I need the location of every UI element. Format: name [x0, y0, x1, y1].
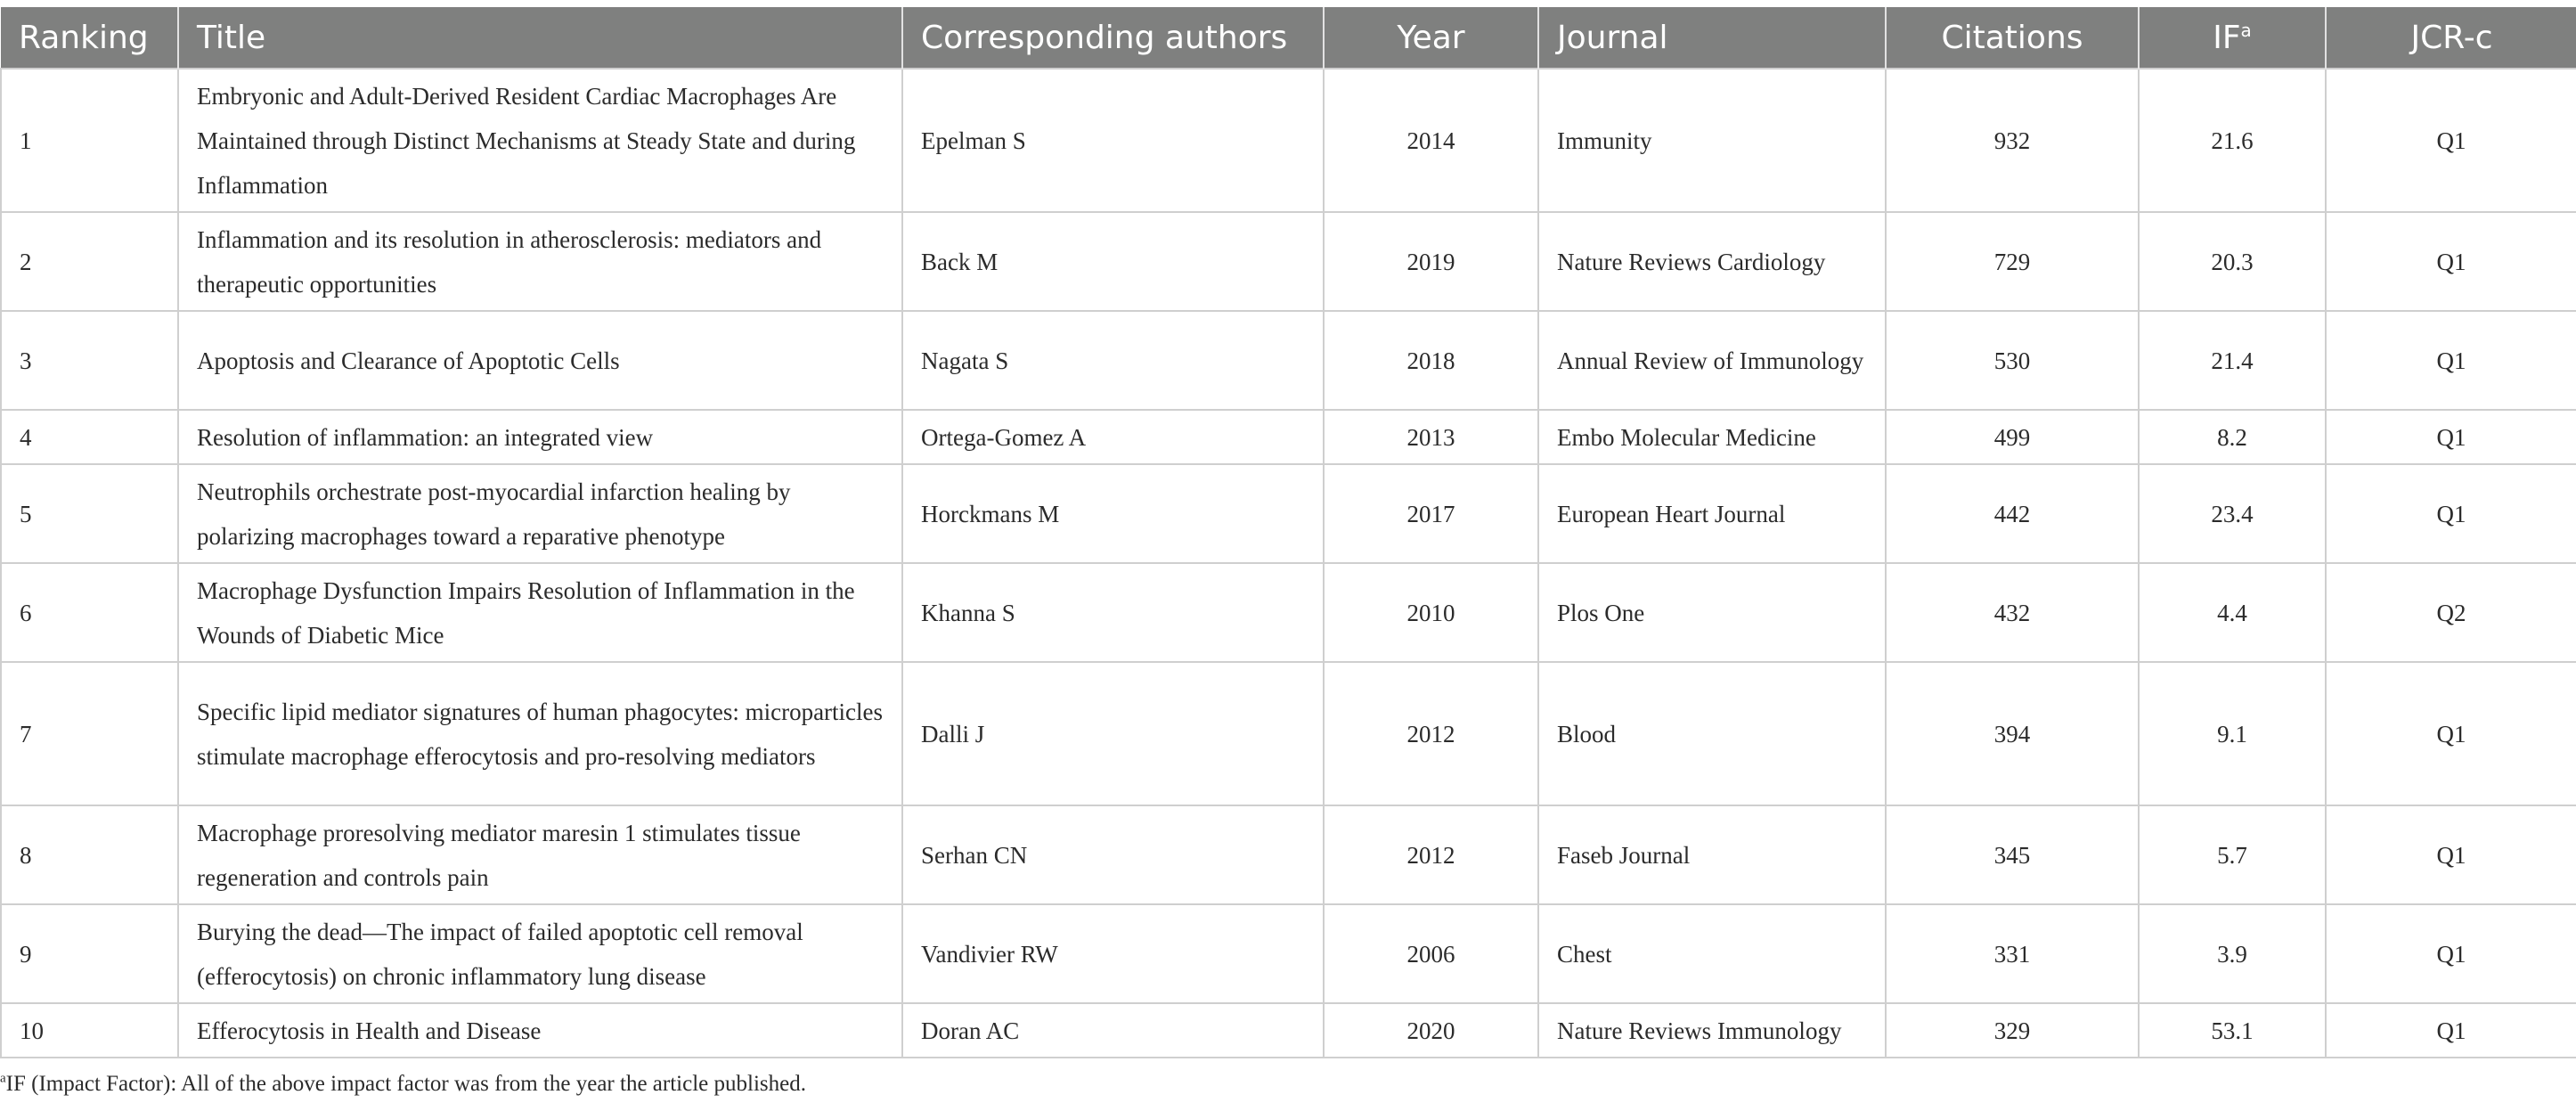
cell-jcr: Q2 — [2326, 563, 2576, 662]
cell-if: 20.3 — [2139, 212, 2326, 311]
cell-title: Embryonic and Adult-Derived Resident Cardiac Macrophages Are Maintained through Distinct Mechanisms at Steady State and during Inflammation — [178, 69, 902, 212]
footnote-text: IF (Impact Factor): All of the above impact factor was from the year the article published. — [5, 1072, 806, 1096]
header-jcr: JCR-c — [2326, 7, 2576, 69]
cell-author: Doran AC — [902, 1003, 1324, 1058]
cell-jcr: Q1 — [2326, 805, 2576, 904]
table-row — [1, 805, 2576, 904]
cell-jcr: Q1 — [2326, 69, 2576, 212]
table-row — [1, 212, 2576, 311]
cell-year: 2006 — [1324, 904, 1538, 1003]
cell-jcr: Q1 — [2326, 662, 2576, 805]
cell-citations: 331 — [1886, 904, 2139, 1003]
top-cited-articles-table — [0, 7, 2576, 1058]
cell-author: Horckmans M — [902, 464, 1324, 563]
cell-author: Epelman S — [902, 69, 1324, 212]
cell-title: Resolution of inflammation: an integrated view — [178, 410, 902, 464]
cell-title: Neutrophils orchestrate post-myocardial infarction healing by polarizing macrophages toward a reparative phenotype — [178, 464, 902, 563]
cell-year: 2020 — [1324, 1003, 1538, 1058]
cell-journal: Nature Reviews Cardiology — [1538, 212, 1886, 311]
header-ranking: Ranking — [1, 7, 178, 69]
table-row — [1, 311, 2576, 410]
table-footnote — [0, 1072, 806, 1097]
cell-author: Nagata S — [902, 311, 1324, 410]
cell-citations: 394 — [1886, 662, 2139, 805]
table-row — [1, 410, 2576, 464]
cell-jcr: Q1 — [2326, 464, 2576, 563]
cell-author: Dalli J — [902, 662, 1324, 805]
cell-jcr: Q1 — [2326, 212, 2576, 311]
cell-author: Serhan CN — [902, 805, 1324, 904]
table-row — [1, 662, 2576, 805]
cell-rank: 6 — [1, 563, 178, 662]
header-title: Title — [178, 7, 902, 69]
cell-journal: Nature Reviews Immunology — [1538, 1003, 1886, 1058]
cell-rank: 4 — [1, 410, 178, 464]
table-row — [1, 904, 2576, 1003]
table-header — [1, 7, 2576, 69]
cell-author: Khanna S — [902, 563, 1324, 662]
cell-year: 2010 — [1324, 563, 1538, 662]
table-row — [1, 1003, 2576, 1058]
cell-year: 2017 — [1324, 464, 1538, 563]
cell-if: 21.6 — [2139, 69, 2326, 212]
cell-journal: Immunity — [1538, 69, 1886, 212]
header-citations: Citations — [1886, 7, 2139, 69]
cell-if: 4.4 — [2139, 563, 2326, 662]
header-row — [1, 7, 2576, 69]
table-row — [1, 69, 2576, 212]
footnote-marker: a — [0, 1071, 6, 1086]
cell-if: 5.7 — [2139, 805, 2326, 904]
cell-author: Back M — [902, 212, 1324, 311]
cell-citations: 729 — [1886, 212, 2139, 311]
cell-if: 9.1 — [2139, 662, 2326, 805]
cell-title: Inflammation and its resolution in atherosclerosis: mediators and therapeutic opportunities — [178, 212, 902, 311]
cell-journal: Faseb Journal — [1538, 805, 1886, 904]
cell-journal: Plos One — [1538, 563, 1886, 662]
cell-rank: 8 — [1, 805, 178, 904]
cell-rank: 9 — [1, 904, 178, 1003]
cell-if: 21.4 — [2139, 311, 2326, 410]
header-if-label: IF — [2213, 19, 2241, 56]
header-year: Year — [1324, 7, 1538, 69]
header-if-marker: a — [2240, 19, 2252, 41]
cell-journal: Embo Molecular Medicine — [1538, 410, 1886, 464]
cell-citations: 442 — [1886, 464, 2139, 563]
cell-citations: 932 — [1886, 69, 2139, 212]
cell-title: Efferocytosis in Health and Disease — [178, 1003, 902, 1058]
cell-rank: 3 — [1, 311, 178, 410]
cell-title: Macrophage proresolving mediator maresin 1 stimulates tissue regeneration and controls pain — [178, 805, 902, 904]
cell-jcr: Q1 — [2326, 904, 2576, 1003]
header-if — [2139, 7, 2326, 69]
cell-journal: Chest — [1538, 904, 1886, 1003]
cell-journal: Blood — [1538, 662, 1886, 805]
cell-title: Macrophage Dysfunction Impairs Resolution of Inflammation in the Wounds of Diabetic Mice — [178, 563, 902, 662]
table-row — [1, 563, 2576, 662]
cell-rank: 10 — [1, 1003, 178, 1058]
cell-citations: 345 — [1886, 805, 2139, 904]
cell-year: 2014 — [1324, 69, 1538, 212]
cell-rank: 1 — [1, 69, 178, 212]
cell-author: Ortega-Gomez A — [902, 410, 1324, 464]
table-row — [1, 464, 2576, 563]
cell-title: Apoptosis and Clearance of Apoptotic Cells — [178, 311, 902, 410]
cell-if: 3.9 — [2139, 904, 2326, 1003]
cell-year: 2012 — [1324, 805, 1538, 904]
cell-citations: 329 — [1886, 1003, 2139, 1058]
cell-rank: 5 — [1, 464, 178, 563]
cell-title: Specific lipid mediator signatures of human phagocytes: microparticles stimulate macrophage efferocytosis and pro-resolving mediators — [178, 662, 902, 805]
header-authors: Corresponding authors — [902, 7, 1324, 69]
header-journal: Journal — [1538, 7, 1886, 69]
citation-table-container — [0, 7, 2576, 1058]
cell-journal: Annual Review of Immunology — [1538, 311, 1886, 410]
cell-title: Burying the dead—The impact of failed apoptotic cell removal (efferocytosis) on chronic inflammatory lung disease — [178, 904, 902, 1003]
cell-jcr: Q1 — [2326, 410, 2576, 464]
cell-if: 23.4 — [2139, 464, 2326, 563]
cell-year: 2019 — [1324, 212, 1538, 311]
cell-citations: 499 — [1886, 410, 2139, 464]
cell-if: 53.1 — [2139, 1003, 2326, 1058]
cell-rank: 2 — [1, 212, 178, 311]
cell-year: 2012 — [1324, 662, 1538, 805]
cell-jcr: Q1 — [2326, 311, 2576, 410]
cell-author: Vandivier RW — [902, 904, 1324, 1003]
table-body — [1, 69, 2576, 1058]
cell-journal: European Heart Journal — [1538, 464, 1886, 563]
cell-if: 8.2 — [2139, 410, 2326, 464]
cell-year: 2018 — [1324, 311, 1538, 410]
cell-year: 2013 — [1324, 410, 1538, 464]
cell-citations: 530 — [1886, 311, 2139, 410]
cell-jcr: Q1 — [2326, 1003, 2576, 1058]
cell-rank: 7 — [1, 662, 178, 805]
cell-citations: 432 — [1886, 563, 2139, 662]
